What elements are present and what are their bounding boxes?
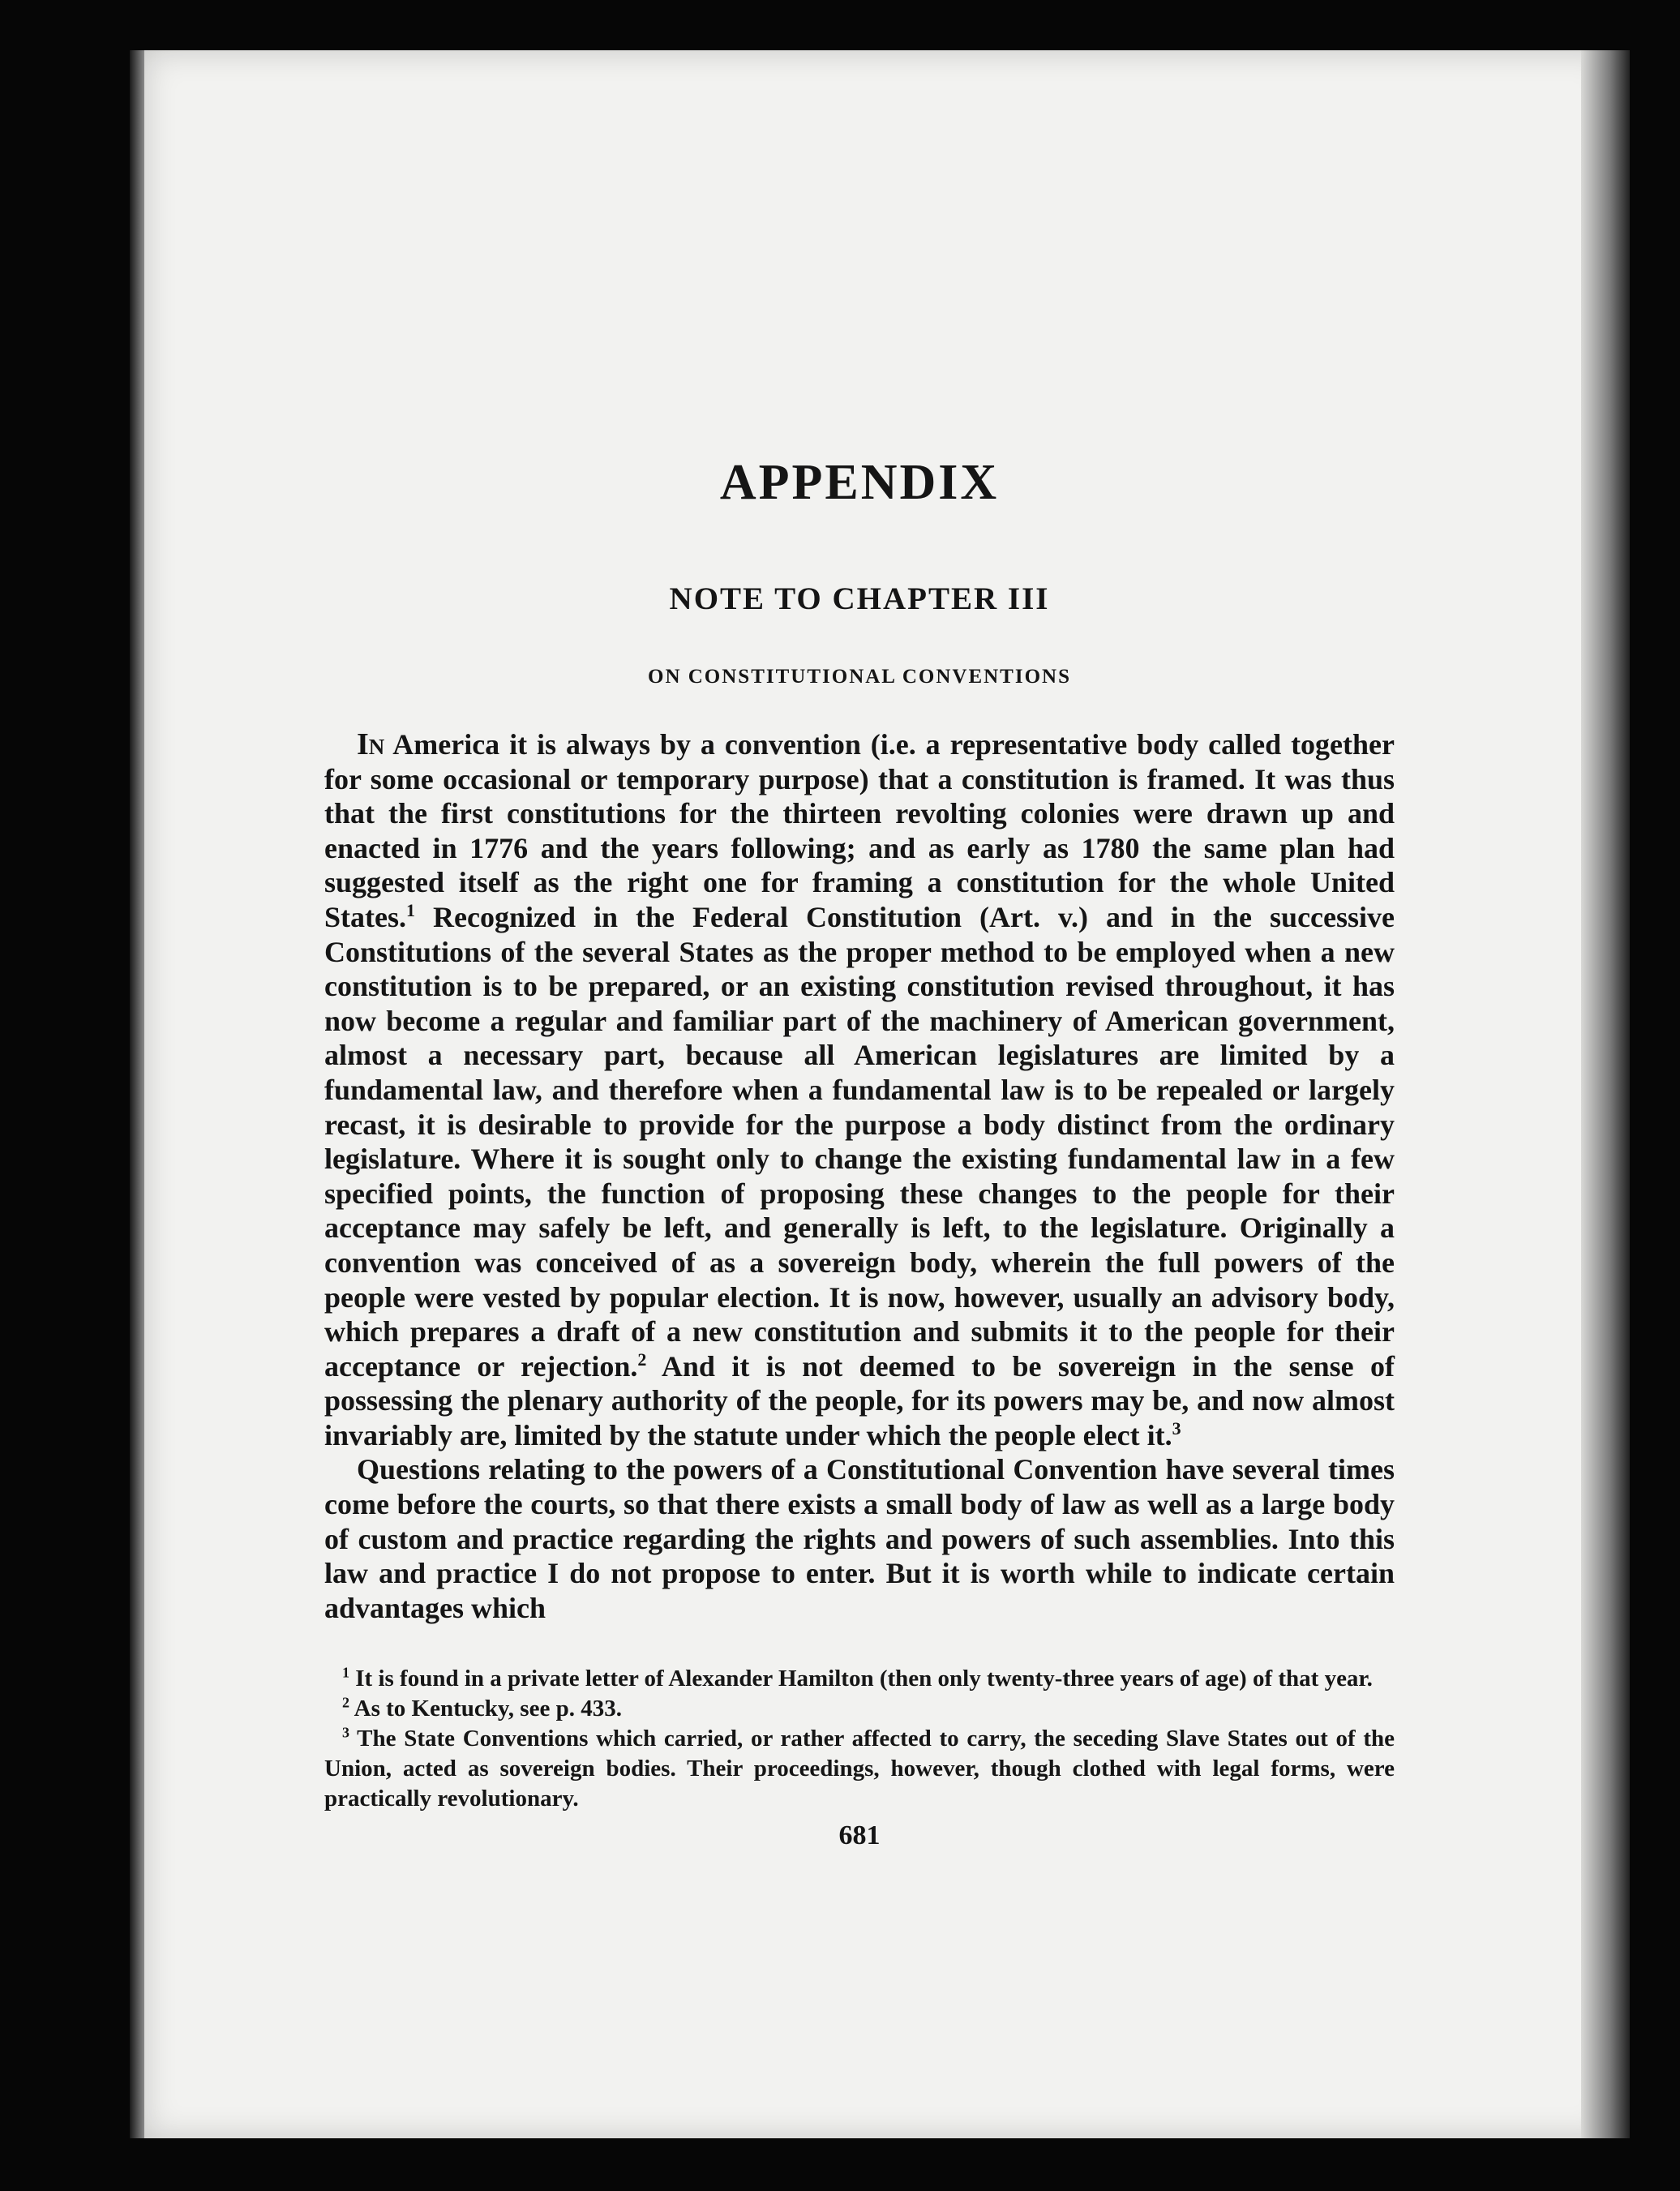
page-content [324,454,1395,1851]
footnote-ref-3: 3 [1172,1417,1181,1439]
footnote-3 [324,1724,1395,1814]
chapter-note-heading: NOTE TO CHAPTER III [669,581,1050,616]
footnote-text: The State Conventions which carried, or rather affected to carry, the seceding Slave States out of the Union, acted as sovereign bodies. Their proceedings, however, though clothed with legal forms, were practically revolutionary. [324,1726,1395,1812]
footnote-text: It is found in a private letter of Alexander Hamilton (then only twenty-three years of age) of that year. [355,1666,1373,1692]
body-text [324,727,1395,1625]
page-number: 681 [838,1820,881,1851]
paragraph-1 [324,727,1395,1452]
footnotes [324,1664,1395,1814]
footnote-mark: 1 [342,1664,349,1681]
section-heading: ON CONSTITUTIONAL CONVENTIONS [648,666,1071,688]
paragraph-1-part-3: And it is not deemed to be sovereign in the sense of possessing the plenary authority of the people, for its powers may be, and now almost invariably are, limited by the statute under which the people elect it. [324,1349,1395,1451]
footnote-ref-1: 1 [406,899,415,920]
paragraph-1-part-2: Recognized in the Federal Constitution (Art. v.) and in the successive Constitutions of the several States as the proper method to be employed when a new constitution is to be prepared, or an existing constitution revised throughout, it has now become a regular and familiar part of the machinery of American government, almost a necessary part, because all American legislatures are limited by a fundamental law, and therefore when a fundamental law is to be repealed or largely recast, it is desirable to provide for the purpose a body distinct from the ordinary legislature. Where it is sought only to change the existing fundamental law in a few specified points, the function of proposing these changes to the people for their acceptance may safely be left, and generally is left, to the legislature. Originally a convention was conceived of as a sovereign body, wherein the full powers of the people were vested by popular election. It is now, however, usually an advisory body, which prepares a draft of a new constitution and submits it to the people for their acceptance or rejection. [324,900,1395,1383]
drop-lead: In [357,727,385,761]
footnote-mark: 3 [342,1724,349,1741]
footnote-text: As to Kentucky, see p. 433. [354,1696,622,1722]
paragraph-1-part-1: America it is always by a convention (i.e. a representative body called together for some occasional or temporary purpose) that a constitution is framed. It was thus that the first constitutions for the thirteen revolting colonies were drawn up and enacted in 1776 and the years following; and as early as 1780 the same plan had suggested itself as the right one for framing a constitution for the whole United States. [324,728,1395,933]
paragraph-2: Questions relating to the powers of a Constitutional Convention have several times come before the courts, so that there exists a small body of law as well as a large body of custom and practice regarding the rights and powers of such assemblies. Into this law and practice I do not propose to enter. But it is worth while to indicate certain advantages which [324,1453,1395,1624]
footnote-mark: 2 [342,1694,349,1711]
footnote-1 [324,1664,1395,1694]
page-title: APPENDIX [719,455,1000,510]
footnote-ref-2: 2 [637,1348,647,1370]
page-edge-shadow [1581,50,1630,2138]
footnote-2 [324,1694,1395,1724]
